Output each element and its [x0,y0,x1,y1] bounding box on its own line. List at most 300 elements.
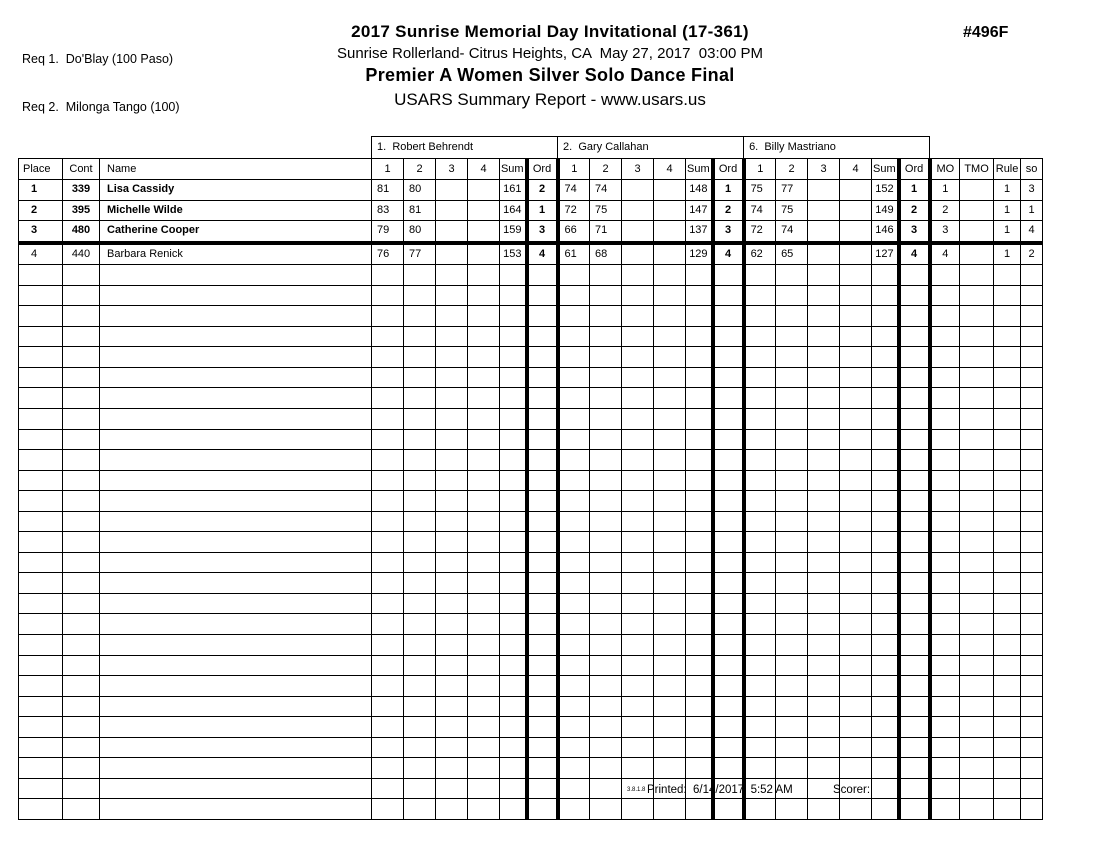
place-cell [19,655,63,676]
rule-cell [994,511,1021,532]
score-cell [468,470,500,491]
score-cell [558,593,590,614]
score-cell [776,347,808,368]
rule-cell [994,655,1021,676]
rule-cell [994,635,1021,656]
score-cell: 83 [372,200,404,221]
mo-cell [930,552,960,573]
score-cell [436,635,468,656]
score-cell [840,221,872,243]
rule-cell [994,306,1021,327]
name-cell [100,265,372,286]
empty-table-row [19,593,1043,614]
so-cell [1021,614,1043,635]
score-cell [372,409,404,430]
tmo-cell [960,655,994,676]
score-cell [558,347,590,368]
score-cell [744,593,776,614]
score-cell [776,326,808,347]
score-cell [808,285,840,306]
score-cell [436,450,468,471]
sum-cell [686,388,713,409]
score-cell [404,347,436,368]
score-cell [468,676,500,697]
mo-cell [930,326,960,347]
ord-cell [713,799,744,820]
score-cell [468,450,500,471]
score-cell [808,758,840,779]
so-cell [1021,470,1043,491]
score-cell [654,470,686,491]
sum-cell [686,593,713,614]
ord-cell [899,614,930,635]
score-cell [744,450,776,471]
sum-cell: 147 [686,200,713,221]
score-cell [622,470,654,491]
rule-cell [994,614,1021,635]
so-cell [1021,552,1043,573]
ord-cell [713,511,744,532]
cont-cell: 480 [63,221,100,243]
ord-cell [527,429,558,450]
ord-cell [713,635,744,656]
score-cell [654,799,686,820]
score-cell [776,409,808,430]
cont-cell [63,347,100,368]
score-cell [436,470,468,491]
score-cell [622,635,654,656]
score-cell [808,573,840,594]
score-cell [744,347,776,368]
ord-cell [527,491,558,512]
mo-cell [930,758,960,779]
score-cell [622,552,654,573]
score-cell [468,285,500,306]
tmo-cell [960,552,994,573]
sum-cell [686,758,713,779]
score-cell [468,778,500,799]
score-cell [622,737,654,758]
score-cell [468,429,500,450]
rule-cell [994,532,1021,553]
mo-cell [930,470,960,491]
score-cell: 74 [776,221,808,243]
score-cell [590,552,622,573]
score-cell [590,265,622,286]
score-cell [372,347,404,368]
score-cell [654,347,686,368]
sum-cell [872,573,899,594]
score-cell [372,265,404,286]
title-block [0,22,1100,110]
name-cell [100,552,372,573]
cont-cell [63,491,100,512]
sum-cell [686,347,713,368]
tmo-cell [960,409,994,430]
sum-cell [872,367,899,388]
score-cell [404,614,436,635]
score-cell [404,326,436,347]
tmo-cell [960,593,994,614]
score-cell [404,676,436,697]
ord-cell [899,778,930,799]
mo-cell [930,306,960,327]
score-cell [776,470,808,491]
place-cell: 4 [19,243,63,265]
so-cell [1021,450,1043,471]
score-cell [558,409,590,430]
ord-cell [527,593,558,614]
score-cell [622,758,654,779]
place-cell [19,778,63,799]
ord-cell [527,285,558,306]
ord-cell: 4 [713,243,744,265]
score-cell [776,265,808,286]
score-cell [622,676,654,697]
score-cell [436,306,468,327]
empty-table-row [19,511,1043,532]
tmo-cell [960,532,994,553]
sum-cell [500,388,527,409]
score-cell [622,655,654,676]
score-cell [840,347,872,368]
tmo-cell [960,306,994,327]
score-cell [808,676,840,697]
so-cell [1021,696,1043,717]
ord-cell: 2 [527,180,558,201]
score-cell: 77 [776,180,808,201]
sum-cell [872,347,899,368]
ord-cell [713,388,744,409]
score-cell [744,717,776,738]
score-cell [776,552,808,573]
sum-cell [872,409,899,430]
sum-cell [872,737,899,758]
judge-header-row [19,137,1043,159]
judge-header-3: 6. Billy Mastriano [744,137,930,159]
score-cell [590,306,622,327]
cont-cell [63,409,100,430]
place-cell [19,450,63,471]
mo-cell: 2 [930,200,960,221]
ord-cell [713,409,744,430]
mo-cell [930,655,960,676]
requirement-line-1: Req 1. Do'Blay (100 Paso) [22,52,174,66]
score-cell [654,367,686,388]
sum-cell [500,593,527,614]
rule-cell [994,285,1021,306]
mo-cell [930,717,960,738]
ord-cell [527,532,558,553]
cont-cell [63,655,100,676]
score-cell [840,180,872,201]
cont-cell: 395 [63,200,100,221]
score-cell [468,696,500,717]
rule-cell [994,388,1021,409]
tmo-cell [960,429,994,450]
cont-cell: 339 [63,180,100,201]
ord-cell [899,326,930,347]
so-cell [1021,511,1043,532]
sum-cell [872,388,899,409]
tmo-cell [960,221,994,243]
so-cell [1021,635,1043,656]
printed-timestamp: Printed: 6/14/2017 5:52 AM [647,784,793,796]
score-cell [776,573,808,594]
name-cell: Lisa Cassidy [100,180,372,201]
score-cell: 76 [372,243,404,265]
score-cell [744,737,776,758]
score-cell [622,326,654,347]
score-cell [622,243,654,265]
score-cell [372,655,404,676]
score-cell [404,758,436,779]
empty-table-row [19,450,1043,471]
ord-cell [899,676,930,697]
tmo-cell [960,614,994,635]
score-cell [654,511,686,532]
score-cell [558,388,590,409]
rule-cell [994,491,1021,512]
score-cell [590,532,622,553]
ord-cell [899,450,930,471]
score-cell [744,470,776,491]
rule-cell: 1 [994,243,1021,265]
score-cell [404,409,436,430]
score-cell [776,717,808,738]
ord-cell [899,696,930,717]
score-cell [468,511,500,532]
score-cell [436,347,468,368]
score-cell [468,491,500,512]
score-cell [840,532,872,553]
score-cell: 81 [404,200,436,221]
ord-cell [527,614,558,635]
score-cell [436,409,468,430]
ord-cell [713,758,744,779]
score-cell: 61 [558,243,590,265]
ord-cell: 3 [899,221,930,243]
place-cell [19,285,63,306]
score-cell [558,635,590,656]
ord-cell [713,676,744,697]
score-cell: 71 [590,221,622,243]
sum-cell [500,491,527,512]
score-cell [590,614,622,635]
score-cell [622,367,654,388]
score-cell: 81 [372,180,404,201]
so-cell: 4 [1021,221,1043,243]
score-cell [372,696,404,717]
score-cell [622,717,654,738]
place-cell [19,593,63,614]
score-cell [468,737,500,758]
score-cell [404,799,436,820]
score-cell [840,573,872,594]
name-cell [100,450,372,471]
rule-cell: 1 [994,200,1021,221]
ord-cell: 1 [899,180,930,201]
ord-cell [899,511,930,532]
score-cell [776,655,808,676]
score-cell [468,221,500,243]
sum-cell [500,532,527,553]
score-cell [468,655,500,676]
place-cell [19,614,63,635]
score-cell [558,778,590,799]
tmo-cell [960,676,994,697]
score-cell [404,306,436,327]
name-cell [100,347,372,368]
ord-cell [527,450,558,471]
sum-cell [686,491,713,512]
so-cell: 3 [1021,180,1043,201]
score-cell [590,409,622,430]
score-cell [558,676,590,697]
place-cell [19,635,63,656]
score-cell [808,221,840,243]
cont-cell [63,552,100,573]
tmo-cell [960,573,994,594]
name-cell [100,409,372,430]
score-cell: 72 [558,200,590,221]
score-cell [654,552,686,573]
tmo-cell [960,470,994,491]
score-cell [744,285,776,306]
score-cell [776,450,808,471]
sum-cell [686,799,713,820]
ord-cell [899,491,930,512]
score-cell [654,285,686,306]
ord-cell [899,367,930,388]
tmo-cell [960,265,994,286]
place-cell [19,491,63,512]
sum-cell [500,367,527,388]
sum-cell [500,285,527,306]
so-cell [1021,737,1043,758]
sum-cell [872,552,899,573]
score-cell [468,180,500,201]
ord-cell [527,388,558,409]
score-cell [840,696,872,717]
mo-cell [930,778,960,799]
col-header-tmo: TMO [960,159,994,180]
ord-cell [527,552,558,573]
score-cell [558,532,590,553]
ord-cell [899,655,930,676]
name-cell [100,737,372,758]
rule-cell: 1 [994,180,1021,201]
sum-cell [686,532,713,553]
sum-cell: 161 [500,180,527,201]
score-cell [372,511,404,532]
ord-cell [527,799,558,820]
empty-table-row [19,306,1043,327]
column-header-row [19,159,1043,180]
score-cell [776,737,808,758]
event-title: Premier A Women Silver Solo Dance Final [365,65,735,85]
score-cell [776,532,808,553]
col-header-j2-3: 3 [622,159,654,180]
score-cell [840,326,872,347]
place-cell [19,306,63,327]
score-cell [840,676,872,697]
score-cell: 77 [404,243,436,265]
score-cell [840,614,872,635]
score-cell: 75 [776,200,808,221]
score-cell [654,265,686,286]
ord-cell [713,367,744,388]
score-cell [436,285,468,306]
score-cell [372,573,404,594]
score-cell [808,491,840,512]
score-cell [404,696,436,717]
mo-cell: 1 [930,180,960,201]
ord-cell [899,635,930,656]
tmo-cell [960,388,994,409]
score-cell [622,347,654,368]
score-cell [590,737,622,758]
score-cell [776,696,808,717]
score-cell: 74 [744,200,776,221]
so-cell [1021,717,1043,738]
score-cell [654,573,686,594]
name-cell: Catherine Cooper [100,221,372,243]
ord-cell: 4 [527,243,558,265]
tmo-cell [960,758,994,779]
score-cell [404,429,436,450]
score-cell [808,306,840,327]
score-cell [654,306,686,327]
score-cell [468,388,500,409]
sum-cell [872,450,899,471]
ord-cell: 1 [713,180,744,201]
tmo-cell [960,491,994,512]
score-cell [372,676,404,697]
score-cell [558,799,590,820]
rule-cell [994,347,1021,368]
sum-cell [500,409,527,430]
mo-cell [930,285,960,306]
score-cell [622,573,654,594]
ord-cell [899,717,930,738]
score-cell [468,243,500,265]
sum-cell [686,717,713,738]
score-cell [468,265,500,286]
ord-cell [713,552,744,573]
empty-table-row [19,614,1043,635]
judge-header-2: 2. Gary Callahan [558,137,744,159]
tmo-cell [960,367,994,388]
judge-header-1: 1. Robert Behrendt [372,137,558,159]
ord-cell [527,758,558,779]
rule-cell [994,799,1021,820]
name-cell [100,573,372,594]
score-cell [558,737,590,758]
score-cell [744,532,776,553]
tmo-cell [960,200,994,221]
sum-cell [686,409,713,430]
score-cell [436,491,468,512]
score-cell [590,491,622,512]
so-cell [1021,265,1043,286]
score-cell [654,717,686,738]
ord-cell: 2 [899,200,930,221]
empty-table-row [19,655,1043,676]
score-cell [436,717,468,738]
score-cell [372,717,404,738]
cont-cell [63,532,100,553]
